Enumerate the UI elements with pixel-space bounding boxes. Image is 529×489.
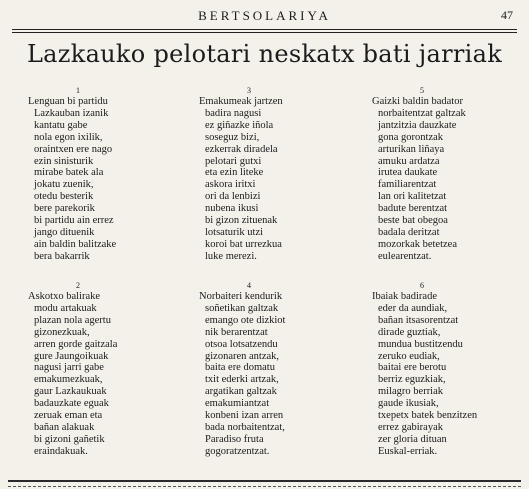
- verse-line: bañan alakuak: [34, 421, 95, 433]
- verse-line: ori da lenbizi: [205, 191, 261, 203]
- verse-line: gona gorontzak: [378, 131, 444, 143]
- stanza-number: 4: [247, 281, 251, 290]
- verse-line: Lazkauban izanik: [34, 107, 109, 119]
- verse-line: otedu besterik: [34, 191, 94, 203]
- stanza-number: 3: [247, 86, 251, 95]
- verse-line: nola egon ixilik,: [34, 131, 103, 143]
- verse-line: badute berentzat: [378, 203, 448, 215]
- verse-line: nagusi jarri gabe: [34, 362, 104, 374]
- verse-line: dirade guztiak,: [378, 326, 441, 338]
- verse-line: Paradiso fruta: [205, 433, 264, 445]
- verse-line: amuku ardatza: [378, 155, 440, 167]
- stanza-number: 2: [76, 281, 80, 290]
- verse-line: emango ote dizkiot: [205, 314, 286, 326]
- verse-line: ezkerrak diradela: [205, 143, 278, 155]
- verse-line: plazan nola agertu: [34, 314, 111, 326]
- verse-line: bañan itsasorentzat: [378, 314, 459, 326]
- verse-line: askora iritxi: [205, 179, 256, 191]
- verse-line: badala deritzat: [378, 226, 440, 238]
- verse-line: bada norbaitentzat,: [205, 421, 285, 433]
- verse-line: arturikan liñaya: [378, 143, 445, 155]
- verse-line: emakumezkuak,: [34, 374, 103, 386]
- verse-line: kantatu gabe: [34, 119, 88, 131]
- verse-line: errez gabirayak: [378, 421, 443, 433]
- verse-line: berriz eguzkiak,: [378, 374, 446, 386]
- stanza-number: 1: [76, 86, 80, 95]
- verse-line: pelotari gutxi: [205, 155, 262, 167]
- verse-line: bi gizoni gañetik: [34, 433, 105, 445]
- running-head: [0, 8, 529, 26]
- verse-line: koroi bat urrezkua: [205, 238, 282, 250]
- stanza-5: [372, 86, 529, 263]
- page-number: 47: [501, 8, 513, 22]
- verse-line: gaur Lazkaukuak: [34, 386, 107, 398]
- verse-line: jantzitzia dauzkate: [378, 119, 457, 131]
- verse-line: zer gloria dituan: [378, 433, 447, 445]
- verse-line: Askotxo balirake: [28, 291, 101, 302]
- verse-line: argatikan galtzak: [205, 386, 277, 398]
- stanza-1: [28, 86, 188, 263]
- verse-line: mozorkak betetzea: [378, 238, 457, 250]
- verse-line: nubena ikusi: [205, 203, 259, 215]
- verse-line: arren gorde gaitzala: [34, 338, 118, 350]
- verse-line: beste bat obegoa: [378, 215, 448, 227]
- verse-line: modu artakuak: [34, 302, 97, 314]
- verse-line: Lenguan bi partidu: [28, 96, 108, 107]
- verse-line: milagro berriak: [378, 386, 444, 398]
- verse-line: zeruko eudiak,: [378, 350, 440, 362]
- verse-line: luke merezi.: [205, 250, 257, 262]
- journal-title: BERTSOLARIYA: [198, 8, 331, 23]
- verse-line: otsoa lotsatzendu: [205, 338, 278, 350]
- verse-line: soseguz bizi,: [205, 131, 260, 143]
- verse-line: Euskal-erriak.: [378, 445, 438, 457]
- verse-line: konbeni izan arren: [205, 410, 284, 422]
- verse-line: zeruak eman eta: [34, 410, 103, 422]
- verse-line: bi gizon zituenak: [205, 215, 278, 227]
- verse-line: lotsaturik utzi: [205, 226, 264, 238]
- verse-line: badauzkate eguak: [34, 398, 109, 410]
- stanza-number: 6: [420, 281, 424, 290]
- stanza-6: [372, 281, 529, 458]
- verse-line: baitai ere berotu: [378, 362, 447, 374]
- verse-line: irutea daukate: [378, 167, 438, 179]
- verse-line: norbaitentzat galtzak: [378, 107, 466, 119]
- verse-line: gizonezkuak,: [34, 326, 90, 338]
- verse-line: mirabe batek ala: [34, 167, 104, 179]
- footer-rule: [8, 480, 521, 487]
- verse-line: badira nagusi: [205, 107, 262, 119]
- verse-line: eraindakuak.: [34, 445, 88, 457]
- verse-line: familiarentzat: [378, 179, 437, 191]
- verse-line: emakumiantzat: [205, 398, 270, 410]
- verse-line: lan ori kalitetzat: [378, 191, 447, 203]
- verse-line: gizonaren antzak,: [205, 350, 280, 362]
- verse-line: ain baldin balitzake: [34, 238, 117, 250]
- verse-line: jokatu zuenik,: [34, 179, 94, 191]
- verse-line: eder da aundiak,: [378, 302, 448, 314]
- verse-line: ezin sinisturik: [34, 155, 94, 167]
- verse-line: eta ezin liteke: [205, 167, 264, 179]
- stanza-2: [28, 281, 188, 458]
- verse-line: gaude ikusiak,: [378, 398, 439, 410]
- verse-line: txit ederki artzak,: [205, 374, 279, 386]
- verse-line: bi partidu ain errez: [34, 215, 114, 227]
- verse-line: Gaizki baldin badator: [372, 96, 463, 107]
- verse-line: gogoratzentzat.: [205, 445, 270, 457]
- verse-line: gure Jaungoikuak: [34, 350, 109, 362]
- poem-title: Lazkauko pelotari neskatx bati jarriak: [26, 40, 503, 68]
- stanza-3: [199, 86, 359, 263]
- verse-line: bera bakarrik: [34, 250, 90, 262]
- verse-line: baita ere domatu: [205, 362, 275, 374]
- verse-line: eulearentzat.: [378, 250, 432, 262]
- verse-line: Ibaiak badirade: [372, 291, 438, 302]
- verse-line: soñetikan galtzak: [205, 302, 279, 314]
- header-rule: [12, 29, 517, 33]
- verse-line: bere parekorik: [34, 203, 95, 215]
- verse-line: ez giñazke iñola: [205, 119, 274, 131]
- verse-line: nik berarentzat: [205, 326, 268, 338]
- verse-line: jango dituenik: [34, 226, 95, 238]
- verse-line: Emakumeak jartzen: [199, 96, 283, 107]
- stanza-4: [199, 281, 359, 458]
- verse-line: oraintxen ere nago: [34, 143, 113, 155]
- verse-line: Norbaiteri kendurik: [199, 291, 283, 302]
- stanza-number: 5: [420, 86, 424, 95]
- verse-line: mundua bustitzendu: [378, 338, 463, 350]
- verse-line: txepetx batek benzitzen: [378, 410, 478, 422]
